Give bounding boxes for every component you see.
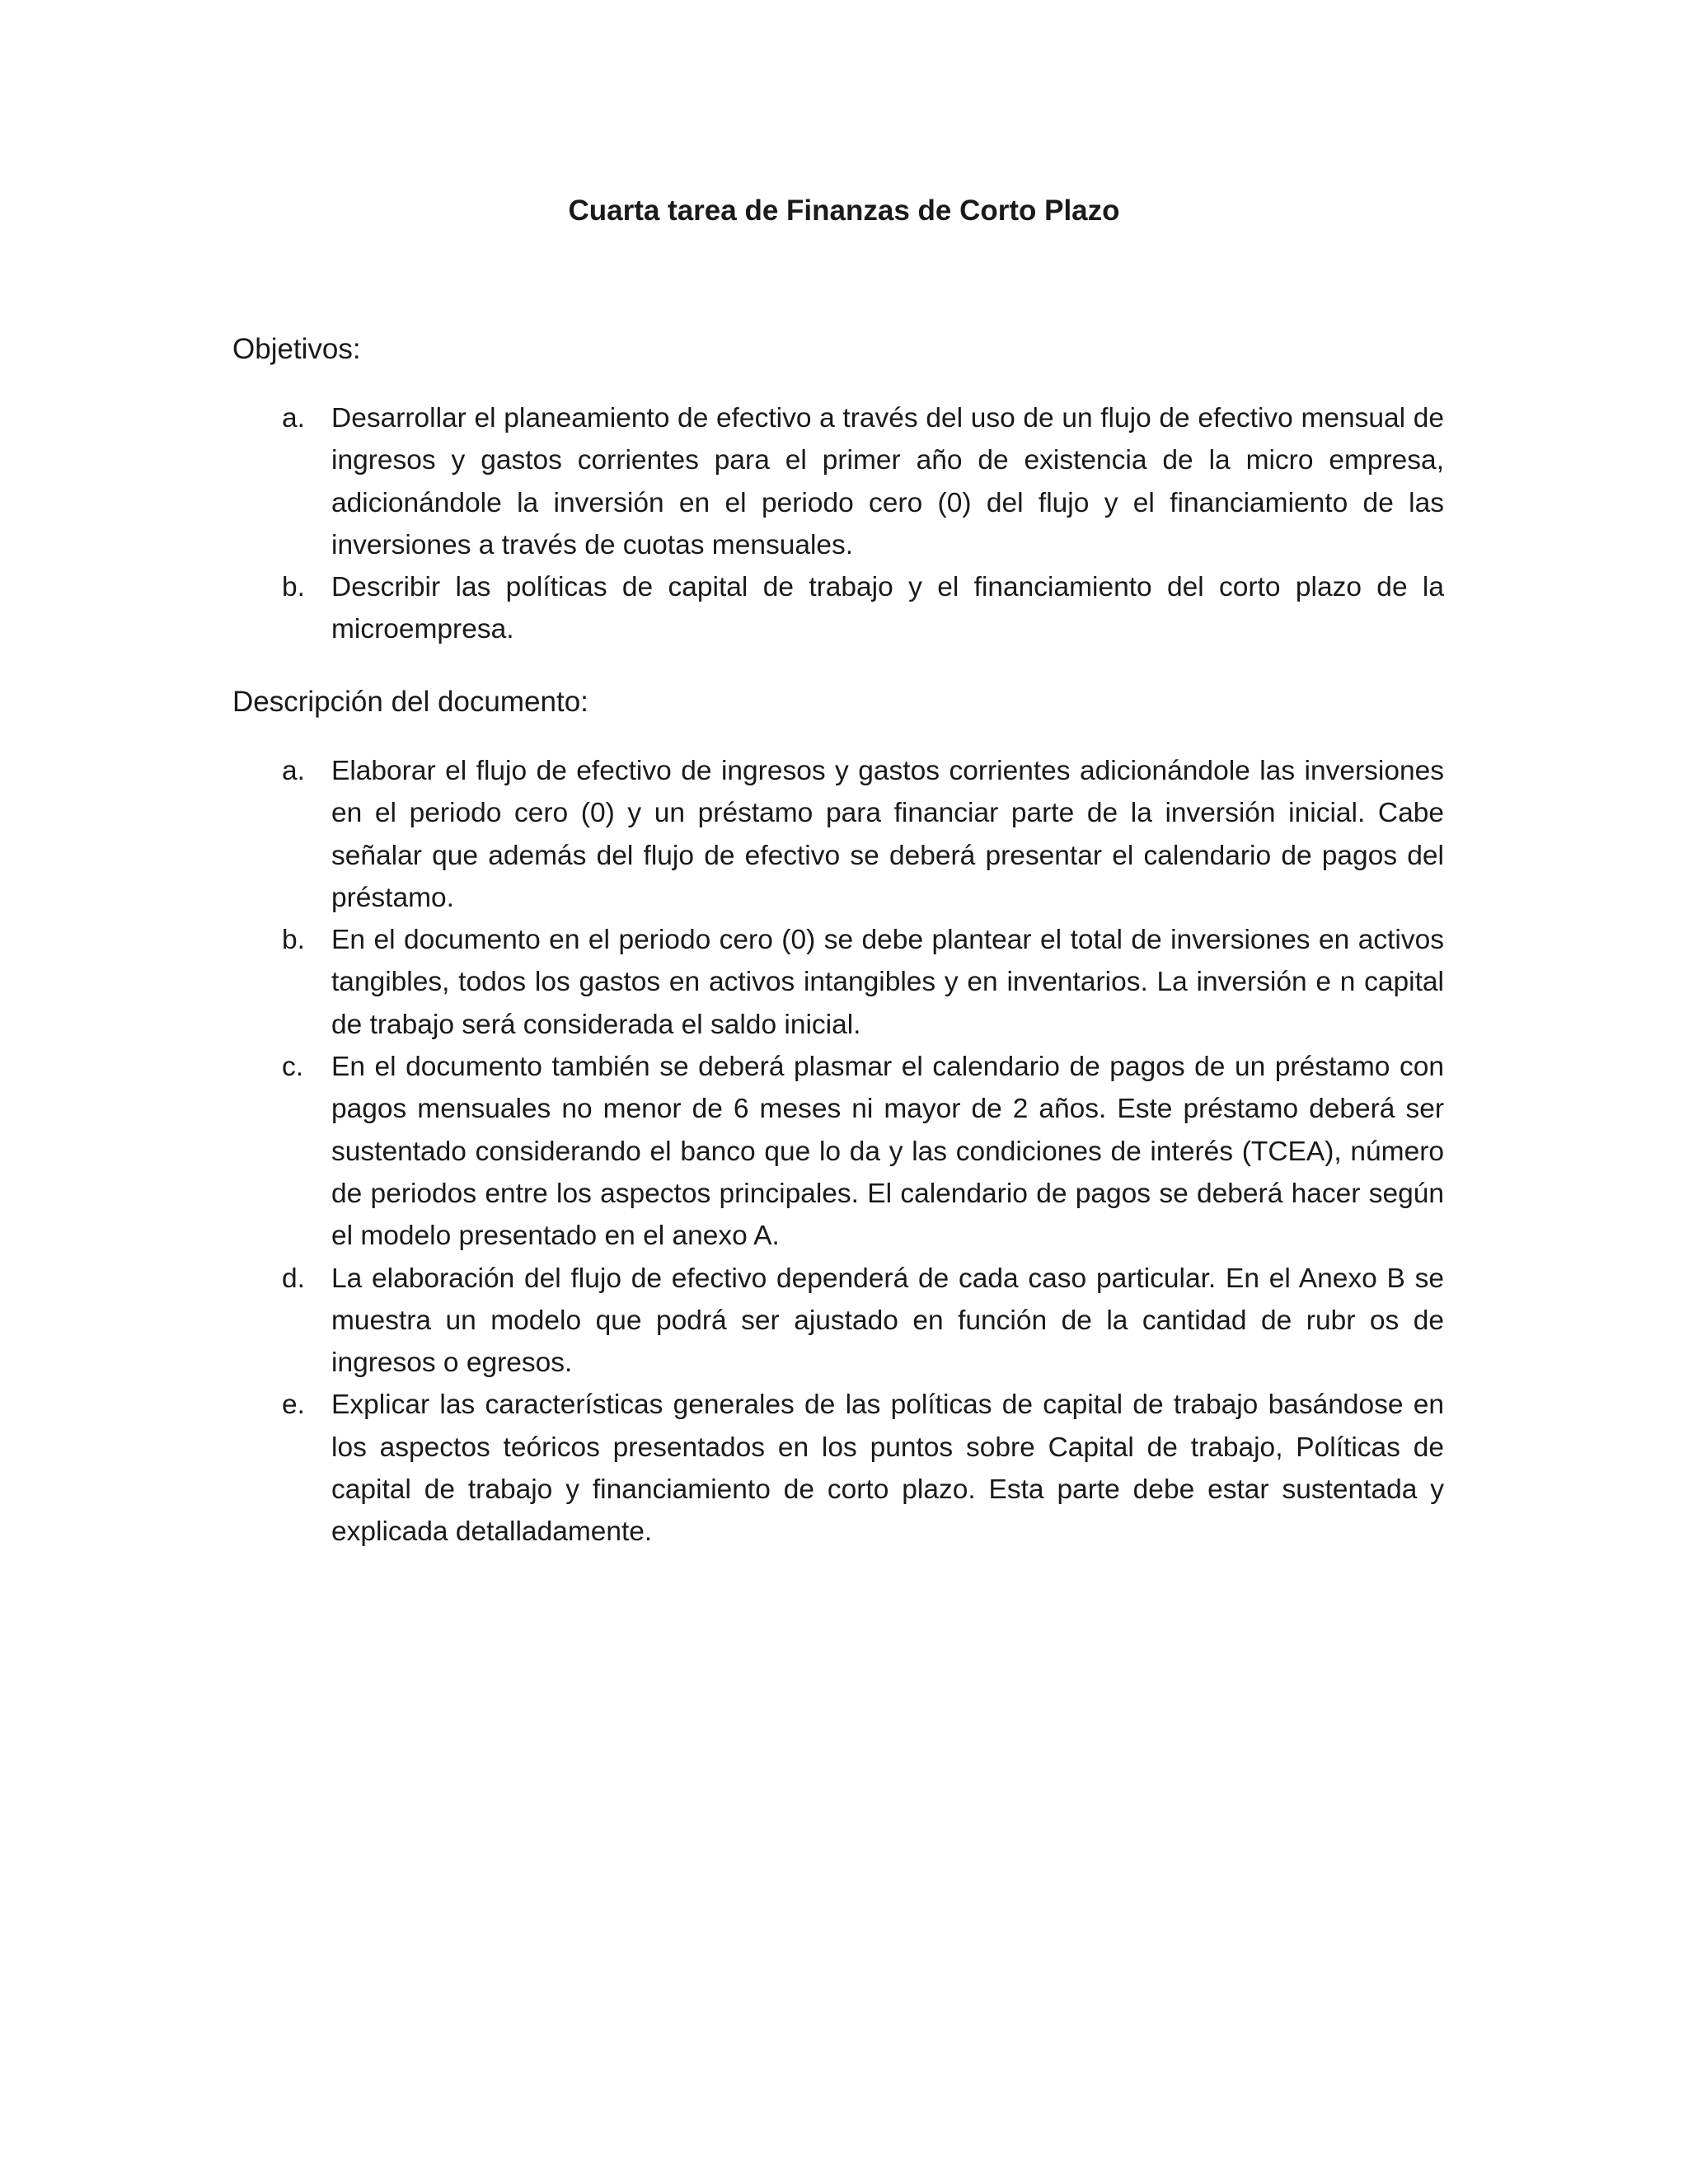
list-item-text: Elaborar el flujo de efectivo de ingresos y gastos corrientes adicionándole las inversiones en el periodo cero (0) y un préstamo para financiar parte de la inversión inicial. Cabe señalar que además del flujo de efectivo se deberá presentar el calendario de pagos del préstamo.: [331, 756, 1444, 913]
list-marker: b.: [282, 572, 305, 603]
list-item-text: Desarrollar el planeamiento de efectivo a través del uso de un flujo de efectivo mensual de ingresos y gastos corrientes para el primer año de existencia de la micro empresa, adicionándole la inversión en el periodo cero (0) del flujo y el financiamiento de las inversiones a través de cuotas mensuales.: [331, 403, 1444, 560]
document-title: Cuarta tarea de Finanzas de Corto Plazo: [568, 194, 1120, 227]
list-item: [232, 1384, 1444, 1553]
list-item: [232, 1258, 1444, 1385]
descripcion-list: [232, 750, 1444, 1554]
list-marker: d.: [282, 1263, 305, 1294]
list-item: [232, 750, 1444, 919]
objetivos-list: [232, 397, 1444, 651]
list-item: [232, 1046, 1444, 1257]
list-item-text: Explicar las características generales de las políticas de capital de trabajo basándose en los aspectos teóricos presentados en los puntos sobre Capital de trabajo, Políticas de capital de trabajo y financiamiento de corto plazo. Esta parte debe estar sustentada y explicada detalladamente.: [331, 1390, 1444, 1548]
list-item: [232, 919, 1444, 1046]
objetivos-heading: Objetivos:: [232, 333, 361, 365]
list-item-text: En el documento en el periodo cero (0) se debe plantear el total de inversiones en activos tangibles, todos los gastos en activos intangibles y en inventarios. La inversión e n capital de trabajo será considerada el saldo inicial.: [331, 925, 1444, 1040]
list-item-text: En el documento también se deberá plasmar el calendario de pagos de un préstamo con pagos mensuales no menor de 6 meses ni mayor de 2 años. Este préstamo deberá ser sustentado considerando el banco que lo da y las condiciones de interés (TCEA), número de periodos entre los aspectos principales. El calendario de pagos se deberá hacer según el modelo presentado en el anexo A.: [331, 1052, 1444, 1252]
list-marker: b.: [282, 925, 305, 956]
list-item: [232, 397, 1444, 566]
list-item-text: La elaboración del flujo de efectivo dependerá de cada caso particular. En el Anexo B se muestra un modelo que podrá ser ajustado en función de la cantidad de rubr os de ingresos o egresos.: [331, 1263, 1444, 1379]
list-item: [232, 566, 1444, 651]
descripcion-heading: Descripción del documento:: [232, 686, 588, 718]
list-marker: a.: [282, 403, 305, 434]
list-item-text: Describir las políticas de capital de trabajo y el financiamiento del corto plazo de la microempresa.: [331, 572, 1444, 645]
list-marker: c.: [282, 1052, 304, 1083]
list-marker: e.: [282, 1390, 305, 1421]
list-marker: a.: [282, 756, 305, 786]
